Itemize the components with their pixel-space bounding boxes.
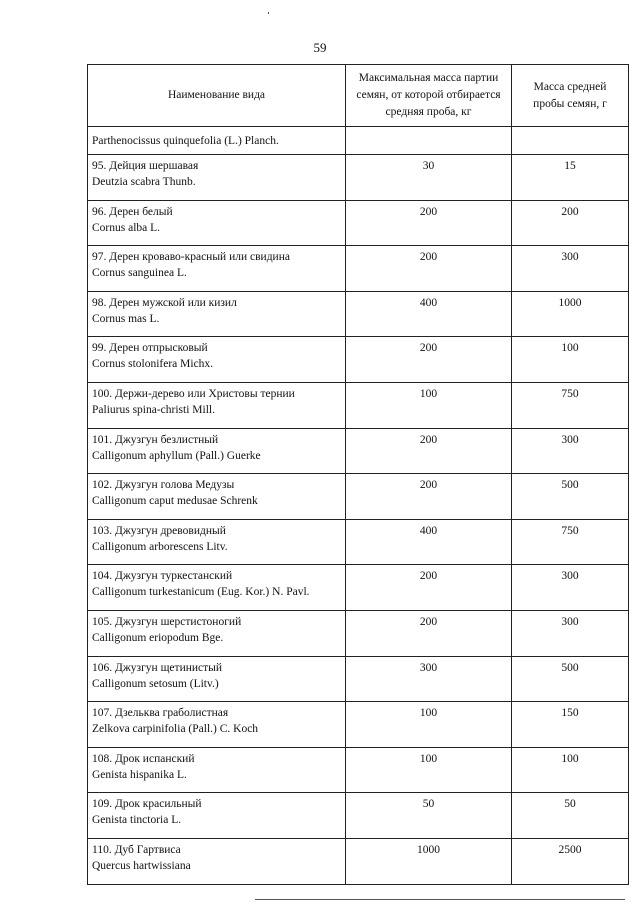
species-latin-name: Cornus mas L. (92, 312, 160, 325)
species-latin-name: Deutzia scabra Thunb. (92, 176, 196, 188)
species-latin-name: Cornus alba L. (92, 221, 161, 234)
sample-mass-cell: 15 (512, 155, 629, 201)
table-row (88, 793, 629, 839)
species-latin-name: Genista tinctoria L. (92, 814, 182, 827)
table-row (88, 838, 629, 884)
table-row (88, 382, 629, 428)
header-line: средняя проба, кг (385, 106, 472, 118)
species-latin-name: Calligonum arborescens Litv. (92, 540, 228, 553)
species-russian-name: 98. Дерен мужской или кизил (92, 296, 237, 309)
max-lot-mass-cell: 200 (346, 474, 512, 520)
table-row (88, 610, 629, 656)
max-lot-mass-cell: 200 (346, 337, 512, 383)
scan-mark (268, 12, 269, 14)
species-russian-name: 108. Дрок испанский (92, 752, 195, 765)
species-name-cell (88, 155, 346, 201)
table-row (88, 127, 629, 155)
max-lot-mass-cell: 400 (346, 291, 512, 337)
species-name-cell (88, 610, 346, 656)
table-header-row (88, 65, 629, 127)
max-lot-mass-cell: 1000 (346, 838, 512, 884)
species-russian-name: 95. Дейция шершавая (92, 160, 199, 172)
max-lot-mass-cell: 300 (346, 656, 512, 702)
table-row (88, 291, 629, 337)
sample-mass-cell: 750 (512, 519, 629, 565)
species-name-cell (88, 702, 346, 748)
max-lot-mass-cell: 100 (346, 702, 512, 748)
species-russian-name: 96. Дерен белый (92, 205, 173, 218)
species-name-cell (88, 519, 346, 565)
page-number: 59 (313, 40, 327, 55)
species-russian-name: 102. Джузгун голова Медузы (92, 479, 235, 492)
species-russian-name: 97. Дерен кроваво-красный или свидина (92, 251, 290, 264)
sample-mass-cell: 100 (512, 337, 629, 383)
species-russian-name: 103. Джузгун древовидный (92, 524, 226, 537)
table-row (88, 200, 629, 246)
species-latin-name: Calligonum caput medusae Schrenk (92, 495, 258, 508)
sample-mass-cell: 50 (512, 793, 629, 839)
species-table (87, 64, 629, 885)
max-lot-mass-cell (346, 127, 512, 155)
species-latin-name: Cornus sanguinea L. (92, 267, 187, 280)
max-lot-mass-cell: 100 (346, 382, 512, 428)
max-lot-mass-cell: 200 (346, 565, 512, 611)
species-latin-name: Calligonum turkestanicum (Eug. Kor.) N. Pavl. (92, 586, 310, 599)
header-sample-mass (512, 65, 629, 127)
species-latin-name: Paliurus spina-christi Mill. (92, 403, 215, 416)
table-row (88, 246, 629, 292)
max-lot-mass-cell: 200 (346, 200, 512, 246)
max-lot-mass-cell: 200 (346, 610, 512, 656)
header-line: Максимальная масса партии (358, 72, 499, 84)
species-russian-name: 106. Джузгун щетинистый (92, 661, 223, 674)
sample-mass-cell: 300 (512, 246, 629, 292)
species-name-cell (88, 474, 346, 520)
sample-mass-cell: 500 (512, 474, 629, 520)
header-line: семян, от которой отбирается (356, 89, 501, 101)
species-latin-name: Calligonum eriopodum Bge. (92, 631, 224, 644)
species-name-cell (88, 382, 346, 428)
max-lot-mass-cell: 30 (346, 155, 512, 201)
species-name-cell (88, 565, 346, 611)
max-lot-mass-cell: 100 (346, 747, 512, 793)
species-latin-name: Quercus hartwissiana (92, 859, 191, 872)
sample-mass-cell: 750 (512, 382, 629, 428)
max-lot-mass-cell: 200 (346, 428, 512, 474)
species-russian-name: 105. Джузгун шерстистоногий (92, 615, 242, 628)
species-russian-name: 107. Дзельква граболистная (92, 707, 229, 720)
species-russian-name: 104. Джузгун туркестанский (92, 570, 233, 583)
species-name-cell (88, 838, 346, 884)
header-line: пробы семян, г (533, 97, 607, 110)
table-row (88, 565, 629, 611)
sample-mass-cell: 100 (512, 747, 629, 793)
sample-mass-cell: 300 (512, 610, 629, 656)
species-russian-name: 109. Дрок красильный (92, 798, 202, 811)
table-row (88, 474, 629, 520)
species-russian-name: 99. Дерен отпрысковый (92, 342, 208, 355)
sample-mass-cell: 150 (512, 702, 629, 748)
table-row (88, 702, 629, 748)
species-russian-name: 100. Держи-дерево или Христовы тернии (92, 387, 295, 400)
species-name-cell (88, 246, 346, 292)
species-latin-name: Calligonum aphyllum (Pall.) Guerke (92, 449, 261, 462)
species-russian-name: 110. Дуб Гартвиса (92, 843, 181, 856)
species-russian-name: 101. Джузгун безлистный (92, 433, 219, 446)
species-name-cell (88, 200, 346, 246)
sample-mass-cell: 2500 (512, 838, 629, 884)
table-row (88, 747, 629, 793)
header-line: Масса средней (533, 80, 607, 93)
header-species-name: Наименование вида (88, 65, 346, 127)
max-lot-mass-cell: 200 (346, 246, 512, 292)
sample-mass-cell: 500 (512, 656, 629, 702)
table-row (88, 656, 629, 702)
sample-mass-cell (512, 127, 629, 155)
species-name-cell (88, 656, 346, 702)
sample-mass-cell: 300 (512, 428, 629, 474)
species-latin-name: Genista hispanika L. (92, 768, 187, 781)
species-latin-name: Calligonum setosum (Litv.) (92, 677, 219, 690)
species-name-cell (88, 793, 346, 839)
species-name-cell: Parthenocissus quinquefolia (L.) Planch. (88, 127, 346, 155)
table-row (88, 428, 629, 474)
species-name-cell (88, 747, 346, 793)
species-name-cell (88, 291, 346, 337)
max-lot-mass-cell: 400 (346, 519, 512, 565)
bottom-rule (255, 899, 625, 900)
max-lot-mass-cell: 50 (346, 793, 512, 839)
sample-mass-cell: 1000 (512, 291, 629, 337)
sample-mass-cell: 200 (512, 200, 629, 246)
table-row (88, 337, 629, 383)
species-latin-name: Cornus stolonifera Michx. (92, 358, 214, 371)
table-row (88, 519, 629, 565)
sample-mass-cell: 300 (512, 565, 629, 611)
species-name-cell (88, 337, 346, 383)
species-name-cell (88, 428, 346, 474)
table-row (88, 155, 629, 201)
header-max-lot-mass (346, 65, 512, 127)
species-latin-name: Zelkova carpinifolia (Pall.) C. Koch (92, 723, 259, 736)
